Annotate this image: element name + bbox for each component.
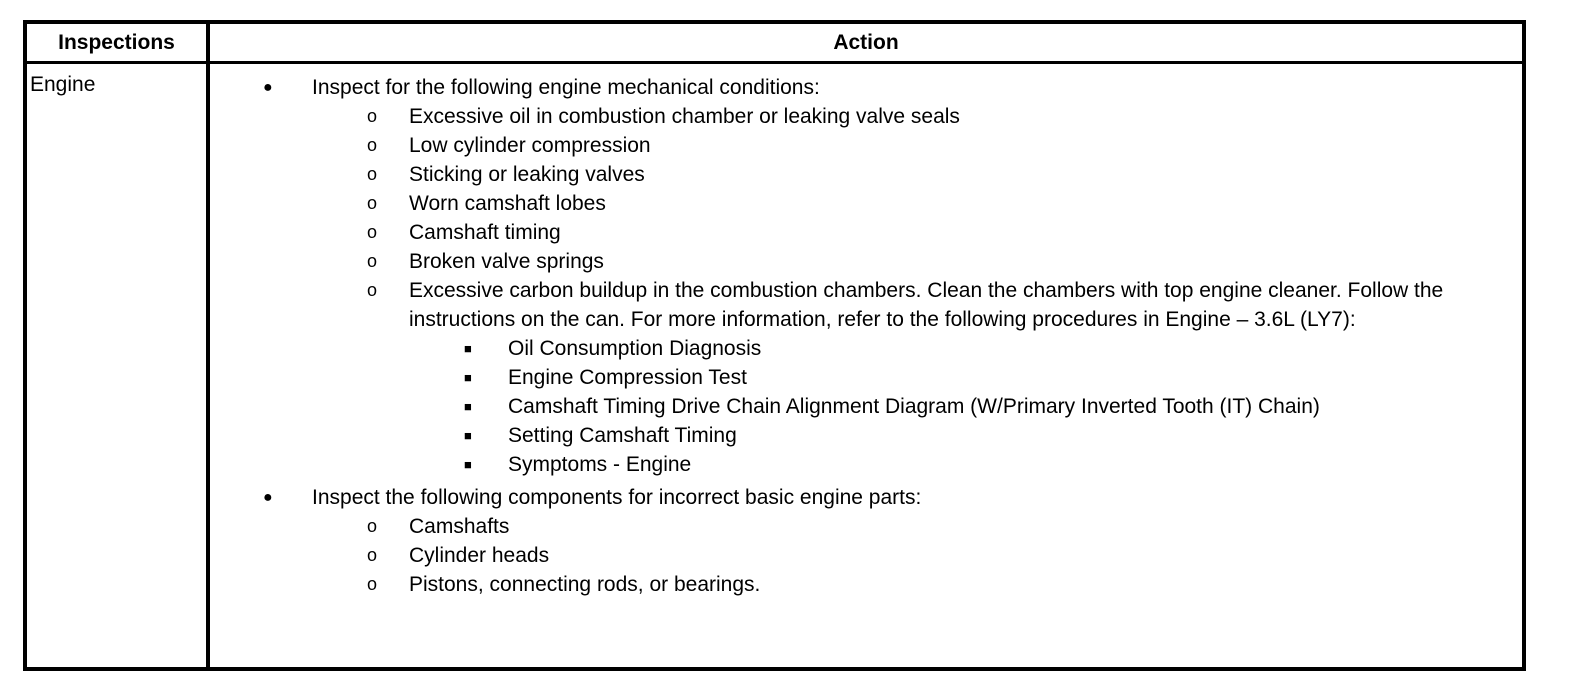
header-action: Action (833, 31, 899, 54)
header-inspections: Inspections (58, 31, 175, 54)
circle-bullet-icon: o (367, 251, 378, 271)
bullet-icon: ● (263, 489, 273, 506)
circle-bullet-icon: o (367, 574, 378, 594)
square-bullet-icon: ■ (464, 341, 472, 356)
circle-bullet-icon: o (367, 106, 378, 126)
circle-bullet-icon: o (367, 545, 378, 565)
circle-bullet-icon: o (367, 280, 378, 300)
list-item: o Cylinder heads (27, 541, 1522, 570)
procedure-item: ■ Symptoms - Engine (27, 450, 1522, 479)
inspection-table (23, 20, 1526, 671)
bullet-icon: ● (263, 79, 273, 96)
list-item: o Excessive oil in combustion chamber or leaking valve seals (27, 102, 1522, 131)
list-item: o Excessive carbon buildup in the combustion chambers. Clean the chambers with top engine cleaner. Follow the instructions on the can. For more information, refer to the following procedures in Engine – 3.6L (LY7): (27, 276, 1522, 334)
list-item: o Worn camshaft lobes (27, 189, 1522, 218)
square-bullet-icon: ■ (464, 428, 472, 443)
procedure-item: ■ Camshaft Timing Drive Chain Alignment Diagram (W/Primary Inverted Tooth (IT) Chain) (27, 392, 1522, 421)
circle-bullet-icon: o (367, 222, 378, 242)
square-bullet-icon: ■ (464, 399, 472, 414)
procedure-item: ■ Oil Consumption Diagnosis (27, 334, 1522, 363)
square-bullet-icon: ■ (464, 457, 472, 472)
circle-bullet-icon: o (367, 516, 378, 536)
inspection-cell: Engine (30, 73, 96, 96)
action-cell (27, 73, 1522, 599)
list-item: o Broken valve springs (27, 247, 1522, 276)
header-divider (27, 61, 1522, 64)
circle-bullet-icon: o (367, 135, 378, 155)
procedure-item: ■ Engine Compression Test (27, 363, 1522, 392)
list-item: o Camshafts (27, 512, 1522, 541)
list-item: o Low cylinder compression (27, 131, 1522, 160)
circle-bullet-icon: o (367, 164, 378, 184)
list-item: o Pistons, connecting rods, or bearings. (27, 570, 1522, 599)
procedure-item: ■ Setting Camshaft Timing (27, 421, 1522, 450)
list-item: ● Inspect for the following engine mechanical conditions: (27, 73, 1522, 102)
circle-bullet-icon: o (367, 193, 378, 213)
square-bullet-icon: ■ (464, 370, 472, 385)
list-item: ● Inspect the following components for incorrect basic engine parts: (27, 483, 1522, 512)
list-item: o Camshaft timing (27, 218, 1522, 247)
list-item: o Sticking or leaking valves (27, 160, 1522, 189)
